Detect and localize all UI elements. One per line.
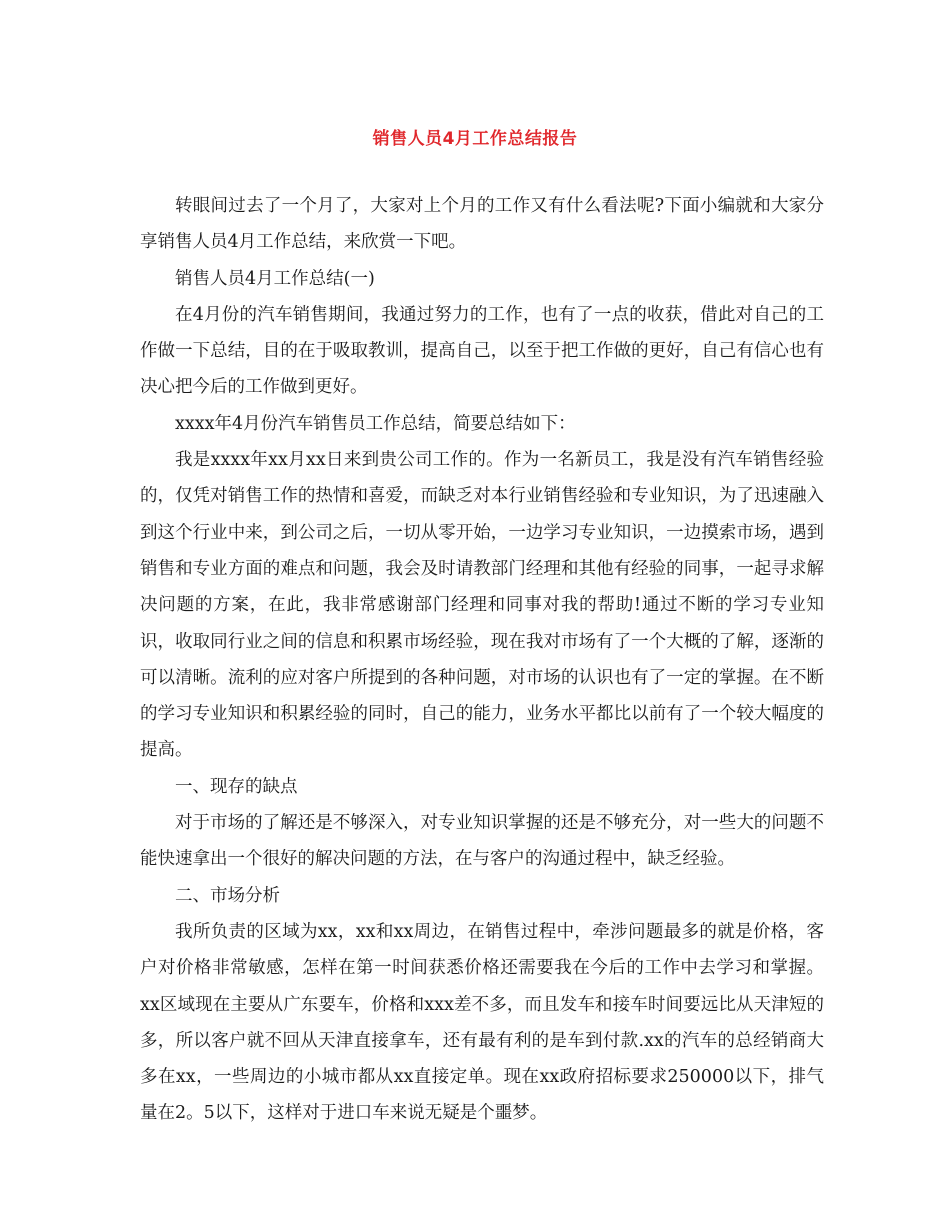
paragraph: 在4月份的汽车销售期间，我通过努力的工作，也有了一点的收获，借此对自己的工作做一下总结，目的在于吸取教训，提高自己，以至于把工作做的更好，自己有信心也有决心把今后的工作做到更好。 <box>140 304 824 398</box>
paragraph: 对于市场的了解还是不够深入，对专业知识掌握的还是不够充分，对一些大的问题不能快速拿出一个很好的解决问题的方法，在与客户的沟通过程中，缺乏经验。 <box>140 813 824 870</box>
paragraph-intro: 转眼间过去了一个月了，大家对上个月的工作又有什么看法呢?下面小编就和大家分享销售人员4月工作总结，来欣赏一下吧。 <box>140 196 824 253</box>
paragraph: 我是xxxx年xx月xx日来到贵公司工作的。作为一名新员工，我是没有汽车销售经验的，仅凭对销售工作的热情和喜爱，而缺乏对本行业销售经验和专业知识，为了迅速融入到这个行业中来，到公司之后，一切从零开始，一边学习专业知识，一边摸索市场，遇到销售和专业方面的难点和问题，我会及时请教部门经理和其他有经验的同事，一起寻求解决问题的方案，在此，我非常感谢部门经理和同事对我的帮助!通过不断的学习专业知识，收取同行业之间的信息和积累市场经验，现在我对市场有了一个大概的了解，逐渐的可以清晰。流利的应对客户所提到的各种问题，对市场的认识也有了一定的掌握。在不断的学习专业知识和积累经验的同时，自己的能力，业务水平都比以前有了一个较大幅度的提高。 <box>140 450 824 761</box>
section-heading-market-analysis: 二、市场分析 <box>175 885 280 906</box>
section-heading-shortcomings: 一、现存的缺点 <box>175 776 298 797</box>
document-body <box>140 188 824 1132</box>
section-heading-1: 销售人员4月工作总结(一) <box>175 268 375 289</box>
paragraph: xxxx年4月份汽车销售员工作总结，简要总结如下： <box>175 413 576 434</box>
document-title: 销售人员4月工作总结报告 <box>372 129 578 149</box>
paragraph: 我所负责的区域为xx，xx和xx周边，在销售过程中，牵涉问题最多的就是价格，客户对价格非常敏感，怎样在第一时间获悉价格还需要我在今后的工作中去学习和掌握。xx区域现在主要从广东要车，价格和xxx差不多，而且发车和接车时间要远比从天津短的多，所以客户就不回从天津直接拿车，还有最有利的是车到付款.xx的汽车的总经销商大多在xx，一些周边的小城市都从xx直接定单。现在xx政府招标要求250000以下，排气量在2。5以下，这样对于进口车来说无疑是个噩梦。 <box>140 921 824 1124</box>
